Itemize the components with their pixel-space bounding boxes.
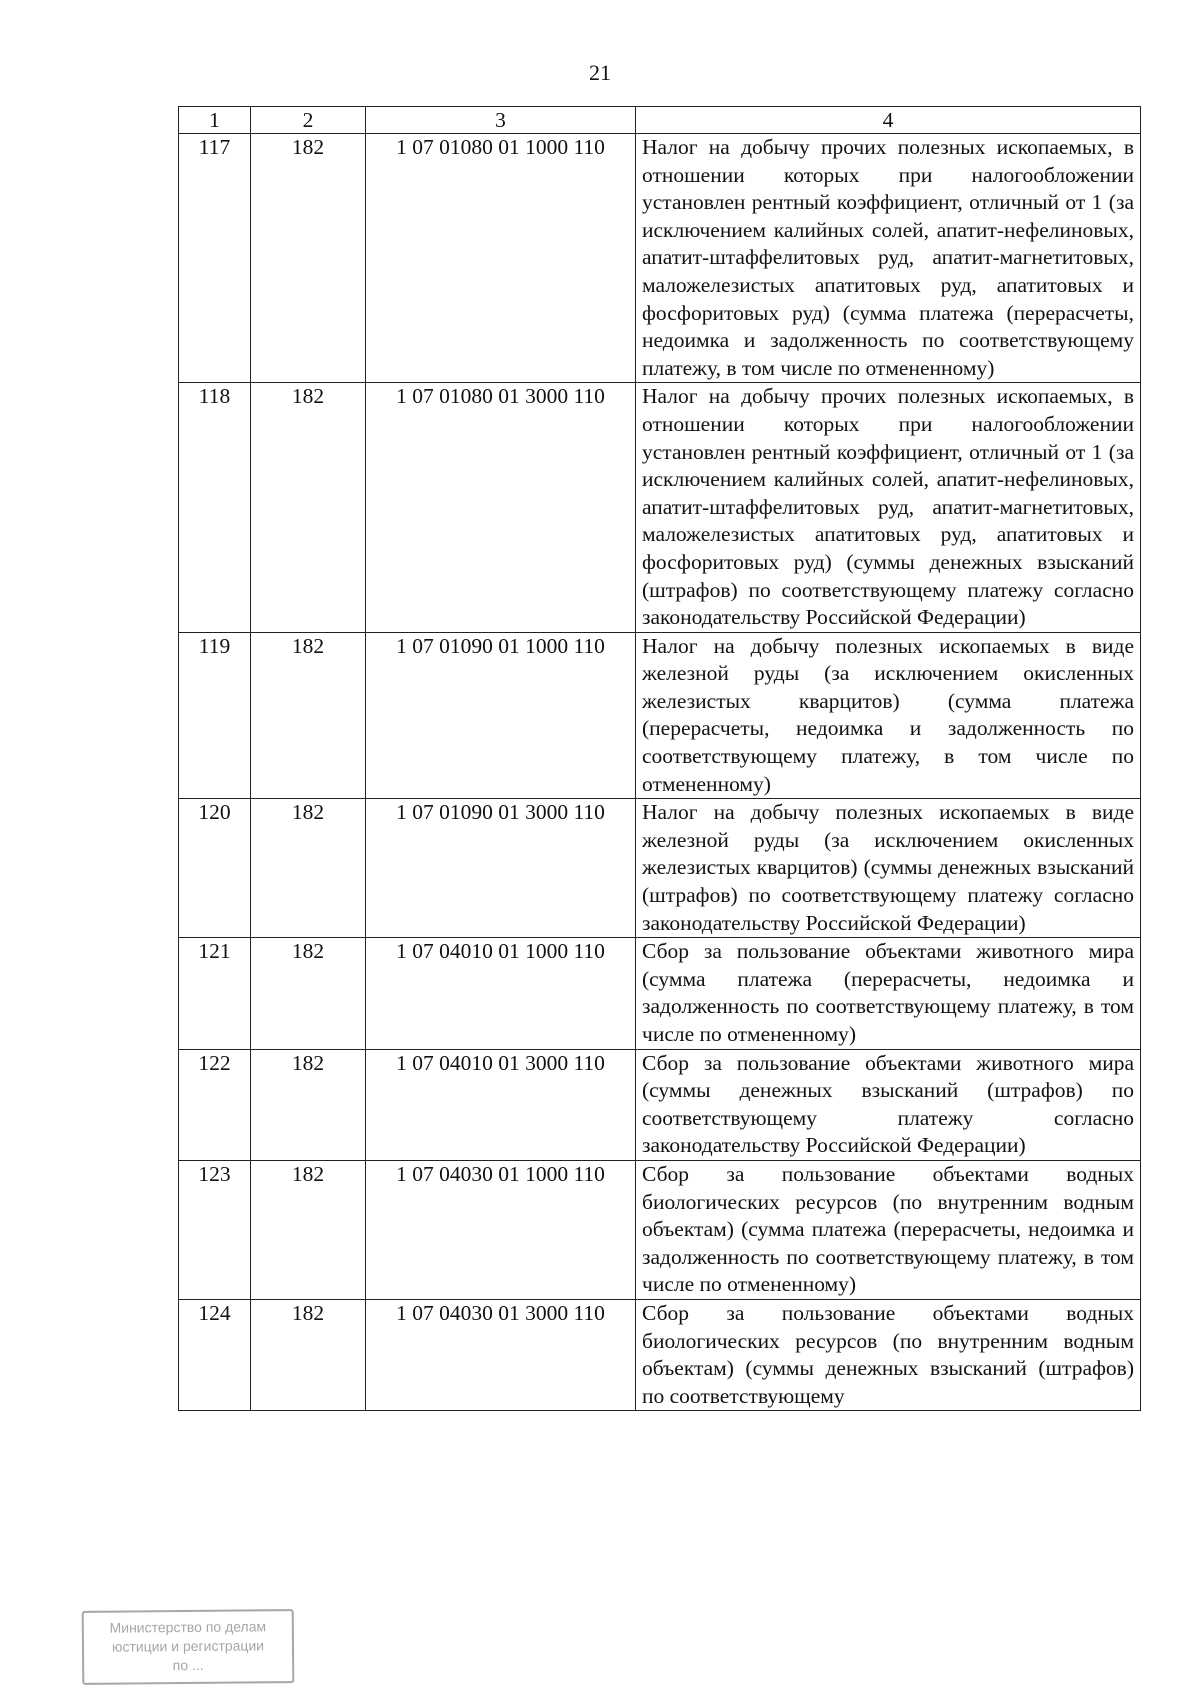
table-row	[179, 938, 1141, 1049]
administrator-code: 182	[251, 1160, 366, 1299]
administrator-code: 182	[251, 632, 366, 799]
table-row	[179, 1049, 1141, 1160]
header-row	[179, 107, 1141, 134]
row-number: 118	[179, 383, 251, 632]
administrator-code: 182	[251, 1299, 366, 1410]
page-number: 21	[589, 60, 611, 85]
row-number: 121	[179, 938, 251, 1049]
row-number: 122	[179, 1049, 251, 1160]
income-description: Налог на добычу прочих полезных ископаемых, в отношении которых при налогообложении установлен рентный коэффициент, отличный от 1 (за исключением калийных солей, апатит-нефелиновых, апатит-штаффелитовых руд, апатит-магнетитовых, маложелезистых апатитовых руд, апатитовых и фосфоритовых руд) (суммы денежных взысканий (штрафов) по соответствующему платежу согласно законодательству Российской Федерации)	[636, 383, 1141, 632]
table-row	[179, 1299, 1141, 1410]
header-cell-3: 3	[366, 107, 636, 134]
income-code: 1 07 04010 01 3000 110	[366, 1049, 636, 1160]
row-number: 120	[179, 799, 251, 938]
income-code: 1 07 04010 01 1000 110	[366, 938, 636, 1049]
header-cell-4: 4	[636, 107, 1141, 134]
income-description: Сбор за пользование объектами животного мира (суммы денежных взысканий (штрафов) по соответствующему платежу согласно законодательству Российской Федерации)	[636, 1049, 1141, 1160]
administrator-code: 182	[251, 799, 366, 938]
table-row	[179, 134, 1141, 383]
income-code: 1 07 01090 01 1000 110	[366, 632, 636, 799]
income-description: Сбор за пользование объектами животного мира (сумма платежа (перерасчеты, недоимка и задолженность по соответствующему платежу, в том числе по отмененному)	[636, 938, 1141, 1049]
table-row	[179, 799, 1141, 938]
income-description: Сбор за пользование объектами водных биологических ресурсов (по внутренним водным объектам) (сумма платежа (перерасчеты, недоимка и задолженность по соответствующему платежу, в том числе по отмененному)	[636, 1160, 1141, 1299]
row-number: 117	[179, 134, 251, 383]
income-code: 1 07 04030 01 1000 110	[366, 1160, 636, 1299]
ministry-stamp	[82, 1609, 295, 1685]
income-description: Налог на добычу прочих полезных ископаемых, в отношении которых при налогообложении установлен рентный коэффициент, отличный от 1 (за исключением калийных солей, апатит-нефелиновых, апатит-штаффелитовых руд, апатит-магнетитовых, маложелезистых апатитовых руд, апатитовых и фосфоритовых руд) (сумма платежа (перерасчеты, недоимка и задолженность по соответствующему платежу, в том числе по отмененному)	[636, 134, 1141, 383]
administrator-code: 182	[251, 134, 366, 383]
income-description: Налог на добычу полезных ископаемых в виде железной руды (за исключением окисленных железистых кварцитов) (суммы денежных взысканий (штрафов) по соответствующему платежу согласно законодательству Российской Федерации)	[636, 799, 1141, 938]
row-number: 124	[179, 1299, 251, 1410]
row-number: 123	[179, 1160, 251, 1299]
income-description: Сбор за пользование объектами водных биологических ресурсов (по внутренним водным объектам) (суммы денежных взысканий (штрафов) по соответствующему	[636, 1299, 1141, 1410]
table-row	[179, 1160, 1141, 1299]
income-code: 1 07 01080 01 3000 110	[366, 383, 636, 632]
stamp-line: по ...	[172, 1656, 204, 1674]
table-row	[179, 383, 1141, 632]
income-description: Налог на добычу полезных ископаемых в виде железной руды (за исключением окисленных железистых кварцитов) (сумма платежа (перерасчеты, недоимка и задолженность по соответствующему платежу, в том числе по отмененному)	[636, 632, 1141, 799]
income-code: 1 07 04030 01 3000 110	[366, 1299, 636, 1410]
stamp-line: юстиции и регистрации	[111, 1637, 265, 1655]
table-row	[179, 632, 1141, 799]
row-number: 119	[179, 632, 251, 799]
header-cell-2: 2	[251, 107, 366, 134]
stamp-line: Министерство по делам	[109, 1618, 267, 1636]
administrator-code: 182	[251, 383, 366, 632]
income-code: 1 07 01090 01 3000 110	[366, 799, 636, 938]
header-cell-1: 1	[179, 107, 251, 134]
administrator-code: 182	[251, 1049, 366, 1160]
administrator-code: 182	[251, 938, 366, 1049]
income-code: 1 07 01080 01 1000 110	[366, 134, 636, 383]
classification-table	[178, 106, 1141, 1411]
